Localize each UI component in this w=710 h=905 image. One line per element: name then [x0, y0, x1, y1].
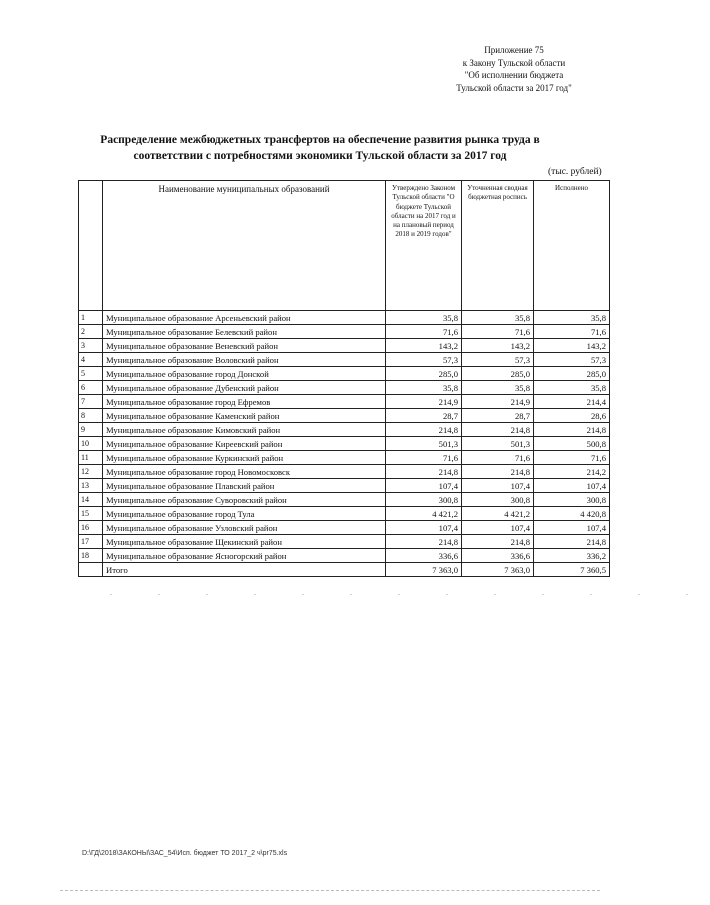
row-refined: 300,8	[462, 493, 534, 507]
row-name: Муниципальное образование город Новомосковск	[103, 465, 386, 479]
row-number: 17	[79, 535, 103, 549]
row-approved: 336,6	[386, 549, 462, 563]
row-refined: 107,4	[462, 479, 534, 493]
row-executed: 214,8	[534, 535, 610, 549]
header-refined: Уточненная сводная бюджетная роспись	[462, 181, 534, 311]
row-refined: 214,9	[462, 395, 534, 409]
row-refined: 143,2	[462, 339, 534, 353]
row-approved: 214,8	[386, 465, 462, 479]
row-name: Муниципальное образование Воловский район	[103, 353, 386, 367]
header-name: Наименование муниципальных образований	[103, 181, 386, 311]
row-executed: 336,2	[534, 549, 610, 563]
row-number: 5	[79, 367, 103, 381]
row-refined: 35,8	[462, 311, 534, 325]
table-row	[79, 381, 610, 395]
row-name: Муниципальное образование Арсеньевский район	[103, 311, 386, 325]
total-number-cell	[79, 563, 103, 577]
table-row	[79, 451, 610, 465]
row-number: 7	[79, 395, 103, 409]
row-approved: 57,3	[386, 353, 462, 367]
row-name: Муниципальное образование Плавский район	[103, 479, 386, 493]
row-refined: 107,4	[462, 521, 534, 535]
row-executed: 35,8	[534, 381, 610, 395]
table-row	[79, 507, 610, 521]
row-executed: 500,8	[534, 437, 610, 451]
page-edge-line	[60, 890, 600, 891]
file-path-footer: D:\ГД\2018\ЗАКОНЫ\ЗАС_54\Исп. бюджет ТО 2017_2 ч\pr75.xls	[82, 850, 288, 857]
row-refined: 57,3	[462, 353, 534, 367]
table-row	[79, 409, 610, 423]
table-row	[79, 353, 610, 367]
row-number: 12	[79, 465, 103, 479]
table-row	[79, 437, 610, 451]
row-refined: 71,6	[462, 451, 534, 465]
row-number: 18	[79, 549, 103, 563]
row-name: Муниципальное образование Киреевский район	[103, 437, 386, 451]
row-name: Муниципальное образование город Ефремов	[103, 395, 386, 409]
row-executed: 107,4	[534, 479, 610, 493]
row-executed: 71,6	[534, 325, 610, 339]
table-row	[79, 339, 610, 353]
row-executed: 57,3	[534, 353, 610, 367]
title-line-1: Распределение межбюджетных трансфертов на обеспечение развития рынка труда в	[100, 134, 540, 146]
row-name: Муниципальное образование Веневский район	[103, 339, 386, 353]
row-refined: 4 421,2	[462, 507, 534, 521]
table-row	[79, 423, 610, 437]
row-executed: 143,2	[534, 339, 610, 353]
row-name: Муниципальное образование Каменский район	[103, 409, 386, 423]
table-row	[79, 479, 610, 493]
row-refined: 35,8	[462, 381, 534, 395]
row-executed: 35,8	[534, 311, 610, 325]
table-row	[79, 535, 610, 549]
row-number: 13	[79, 479, 103, 493]
table-row	[79, 521, 610, 535]
row-approved: 35,8	[386, 311, 462, 325]
row-name: Муниципальное образование Щекинский район	[103, 535, 386, 549]
row-number: 10	[79, 437, 103, 451]
row-number: 16	[79, 521, 103, 535]
row-name: Муниципальное образование город Донской	[103, 367, 386, 381]
transfers-table	[78, 180, 610, 577]
row-name: Муниципальное образование Кимовский район	[103, 423, 386, 437]
row-executed: 214,8	[534, 423, 610, 437]
total-refined: 7 363,0	[462, 563, 534, 577]
appendix-line-3: "Об исполнении бюджета	[464, 70, 564, 80]
row-number: 6	[79, 381, 103, 395]
appendix-header	[400, 44, 628, 94]
row-refined: 214,8	[462, 423, 534, 437]
row-number: 3	[79, 339, 103, 353]
document-title	[70, 132, 570, 164]
scan-stray-marks: . . . . . . . . . . . . .	[110, 588, 710, 597]
row-executed: 214,4	[534, 395, 610, 409]
row-executed: 107,4	[534, 521, 610, 535]
row-number: 4	[79, 353, 103, 367]
row-name: Муниципальное образование Узловский район	[103, 521, 386, 535]
table-body	[79, 311, 610, 563]
total-executed: 7 360,5	[534, 563, 610, 577]
row-name: Муниципальное образование Дубенский район	[103, 381, 386, 395]
appendix-line-4: Тульской области за 2017 год"	[456, 82, 572, 93]
row-approved: 4 421,2	[386, 507, 462, 521]
table-row	[79, 325, 610, 339]
row-number: 2	[79, 325, 103, 339]
row-number: 14	[79, 493, 103, 507]
row-approved: 214,8	[386, 535, 462, 549]
row-number: 1	[79, 311, 103, 325]
row-executed: 285,0	[534, 367, 610, 381]
row-number: 8	[79, 409, 103, 423]
row-refined: 285,0	[462, 367, 534, 381]
row-approved: 71,6	[386, 451, 462, 465]
row-name: Муниципальное образование Суворовский район	[103, 493, 386, 507]
row-approved: 285,0	[386, 367, 462, 381]
row-approved: 214,9	[386, 395, 462, 409]
row-approved: 28,7	[386, 409, 462, 423]
appendix-line-2: к Закону Тульской области	[462, 57, 566, 68]
row-name: Муниципальное образование Ясногорский район	[103, 549, 386, 563]
table-row	[79, 311, 610, 325]
row-executed: 71,6	[534, 451, 610, 465]
header-executed: Исполнено	[534, 181, 610, 311]
row-refined: 501,3	[462, 437, 534, 451]
row-executed: 4 420,8	[534, 507, 610, 521]
row-refined: 214,8	[462, 535, 534, 549]
table-header-row	[79, 181, 610, 311]
total-label: Итого	[103, 563, 386, 577]
row-number: 15	[79, 507, 103, 521]
row-approved: 300,8	[386, 493, 462, 507]
row-executed: 28,6	[534, 409, 610, 423]
row-approved: 501,3	[386, 437, 462, 451]
row-number: 9	[79, 423, 103, 437]
units-label: (тыс. рублей)	[548, 167, 602, 177]
title-line-2: соответствии с потребностями экономики Тульской области за 2017 год	[133, 150, 507, 162]
row-approved: 71,6	[386, 325, 462, 339]
row-approved: 35,8	[386, 381, 462, 395]
row-approved: 214,8	[386, 423, 462, 437]
row-refined: 214,8	[462, 465, 534, 479]
row-name: Муниципальное образование Куркинский район	[103, 451, 386, 465]
table-row	[79, 465, 610, 479]
row-executed: 300,8	[534, 493, 610, 507]
row-name: Муниципальное образование город Тула	[103, 507, 386, 521]
header-approved: Утверждено Законом Тульской области "О бюджете Тульской области на 2017 год и на плановый период 2018 и 2019 годов"	[386, 181, 462, 311]
row-refined: 336,6	[462, 549, 534, 563]
row-approved: 107,4	[386, 521, 462, 535]
header-number	[79, 181, 103, 311]
table-row	[79, 395, 610, 409]
row-refined: 71,6	[462, 325, 534, 339]
row-number: 11	[79, 451, 103, 465]
row-executed: 214,2	[534, 465, 610, 479]
table-row	[79, 549, 610, 563]
row-name: Муниципальное образование Белевский район	[103, 325, 386, 339]
total-row	[79, 563, 610, 577]
row-approved: 107,4	[386, 479, 462, 493]
row-refined: 28,7	[462, 409, 534, 423]
row-approved: 143,2	[386, 339, 462, 353]
table-row	[79, 367, 610, 381]
appendix-line-1: Приложение 75	[484, 45, 544, 55]
total-approved: 7 363,0	[386, 563, 462, 577]
table-row	[79, 493, 610, 507]
